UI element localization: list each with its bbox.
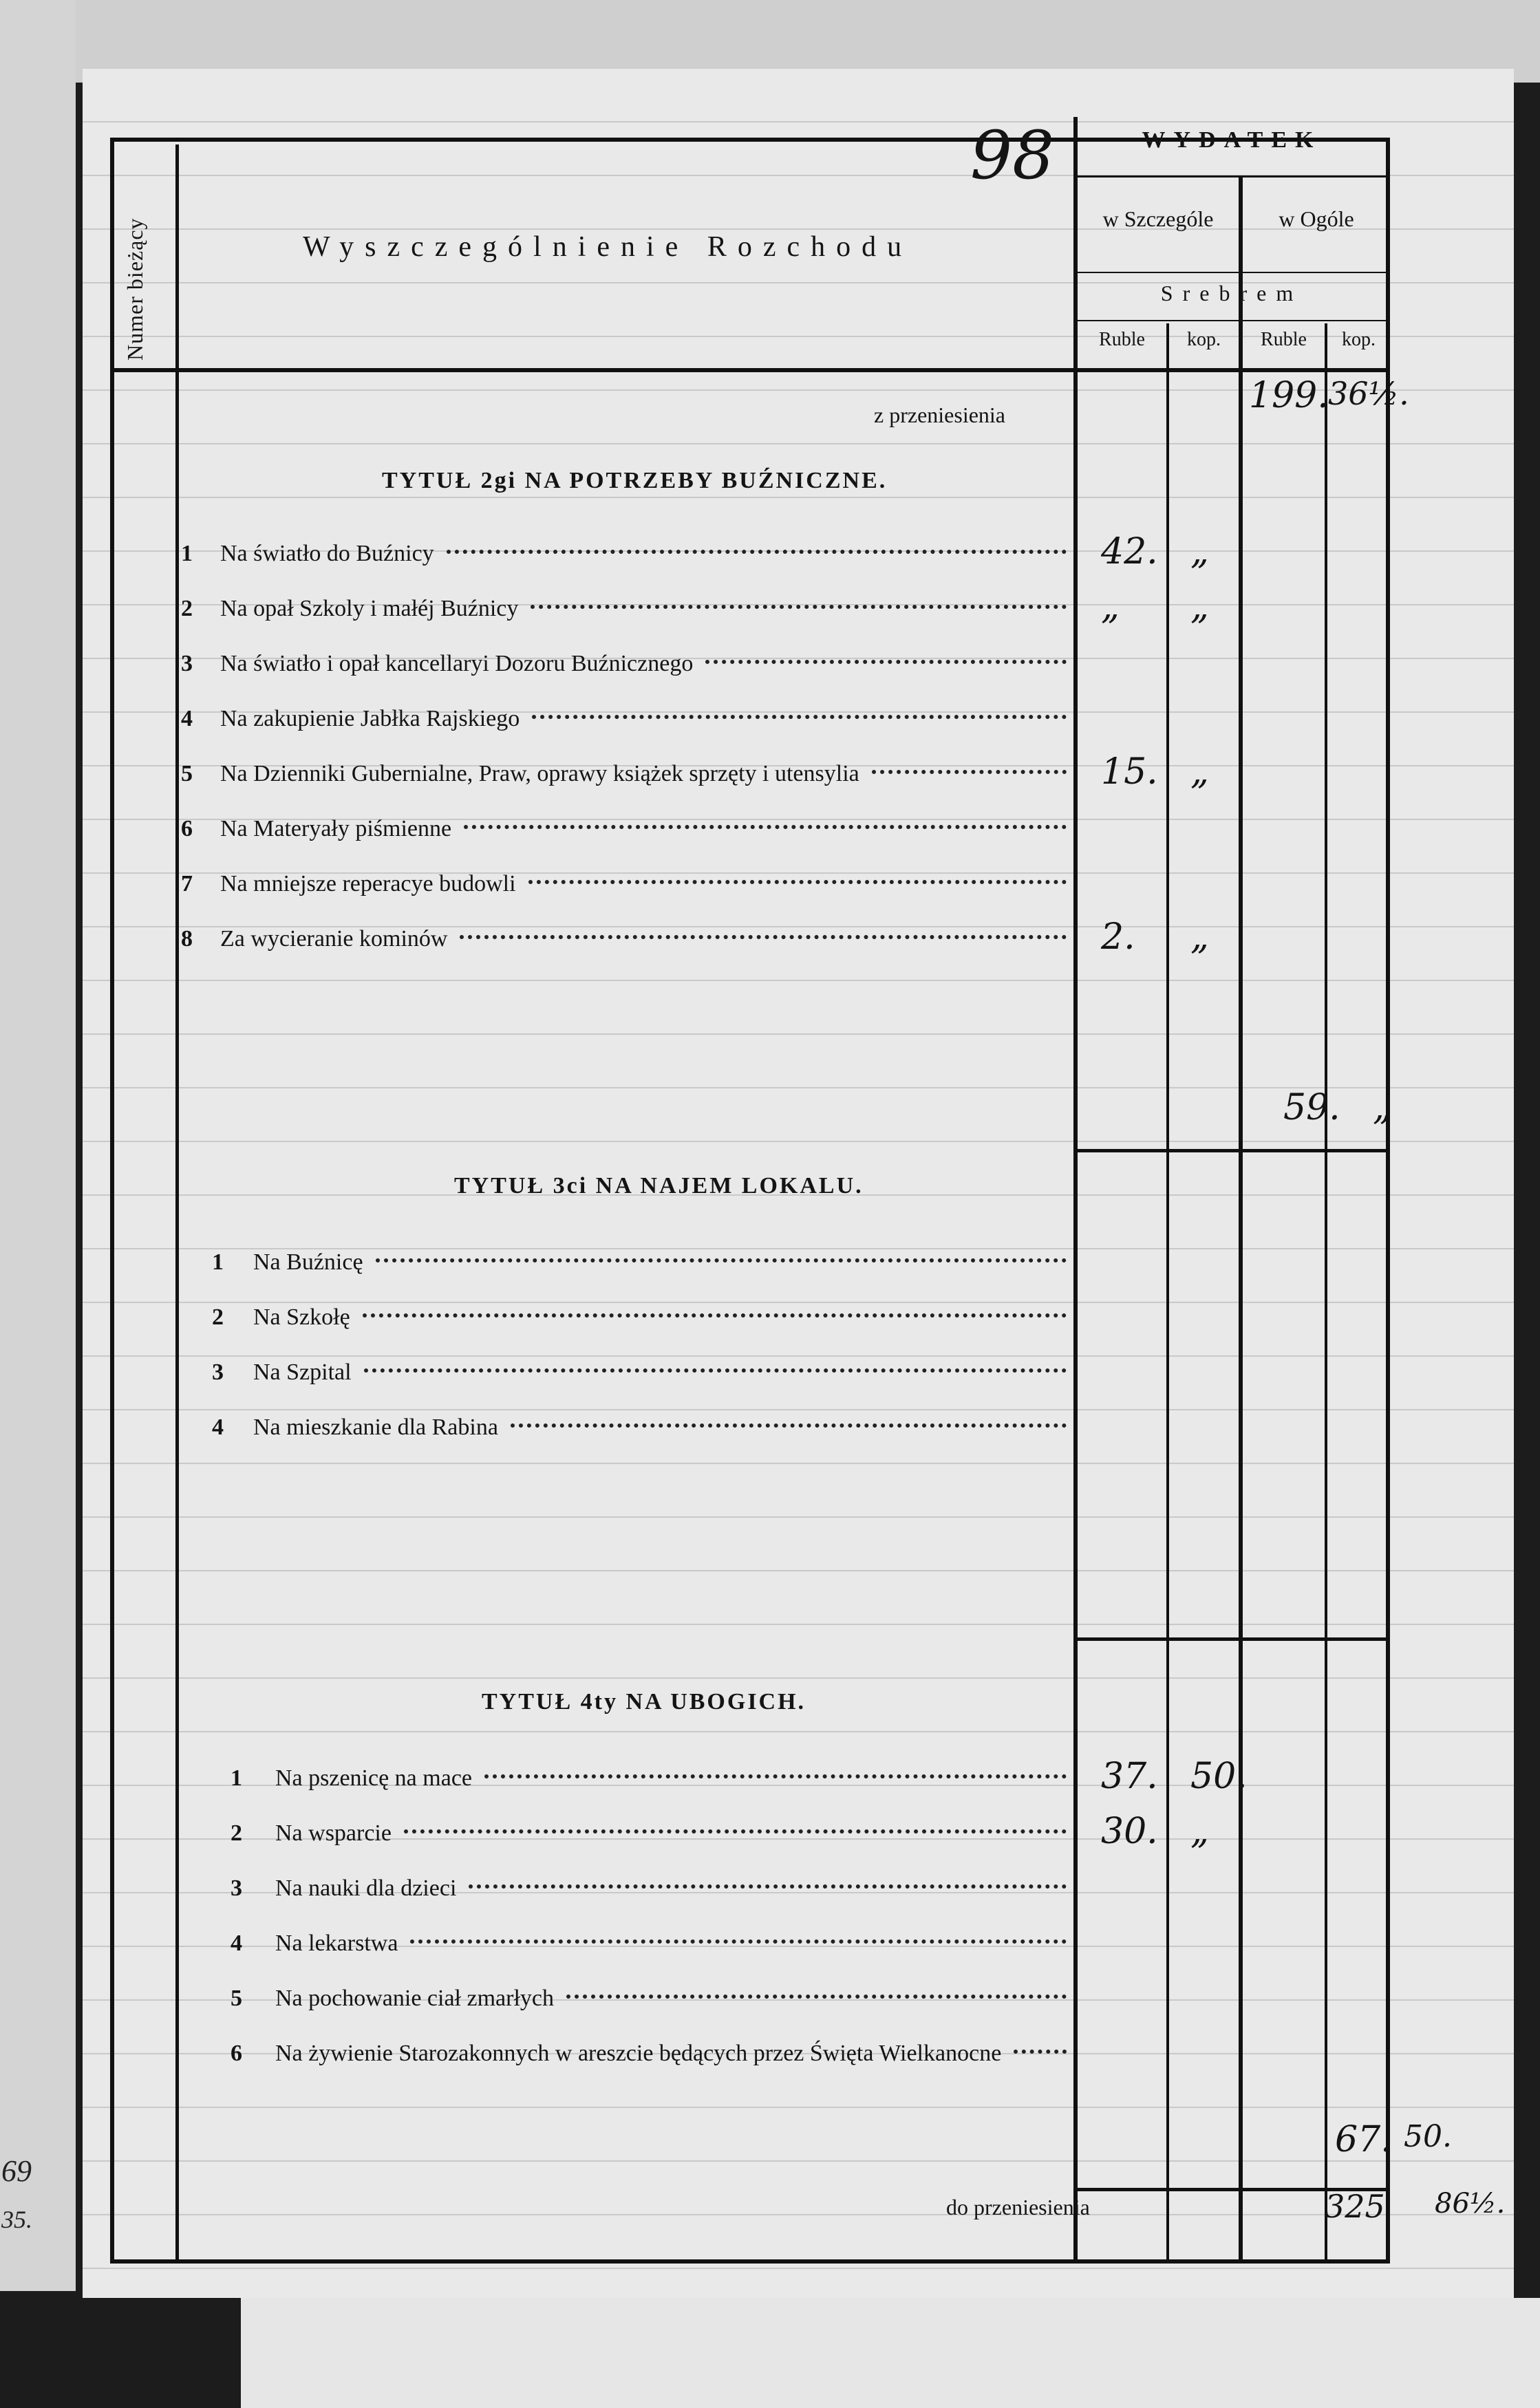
row-kopecks: 50. bbox=[1190, 1756, 1248, 1797]
row-number: 5 bbox=[181, 761, 193, 786]
dot-leader bbox=[410, 1939, 1067, 1944]
row-number: 3 bbox=[181, 651, 193, 676]
row-number: 1 bbox=[181, 541, 193, 566]
carried-forward-kopecks: 36½. bbox=[1328, 375, 1409, 412]
row-number: 3 bbox=[231, 1875, 242, 1901]
section-total-rubles: 67. bbox=[1335, 2119, 1392, 2160]
section-title: TYTUŁ 3ci NA NAJEM LOKALU. bbox=[454, 1173, 864, 1198]
row-number: 7 bbox=[181, 871, 193, 896]
row-number: 8 bbox=[181, 926, 193, 952]
column-rule bbox=[1166, 323, 1169, 2264]
row-label-text: Na Szpital bbox=[253, 1359, 352, 1385]
row-label-text: Na światło do Buźnicy bbox=[220, 541, 434, 566]
section-title: TYTUŁ 4ty NA UBOGICH. bbox=[482, 1689, 806, 1714]
row-label-text: Na opał Szkoly i małéj Buźnicy bbox=[220, 596, 519, 621]
row-label-text: Na Buźnicę bbox=[253, 1249, 363, 1275]
dot-leader bbox=[447, 549, 1067, 554]
row-label-text: Na zakupienie Jabłka Rajskiego bbox=[220, 706, 520, 731]
row-label bbox=[253, 1245, 1067, 1280]
currency-header: Srebrem bbox=[1160, 281, 1303, 305]
row-kopecks: „ bbox=[1190, 751, 1209, 793]
dot-leader bbox=[1014, 2049, 1067, 2054]
row-label bbox=[220, 702, 1067, 736]
row-rubles: 42. bbox=[1101, 531, 1158, 572]
adjacent-page bbox=[0, 0, 76, 2291]
row-label-text: Na mniejsze reperacye budowli bbox=[220, 871, 516, 896]
row-number: 6 bbox=[231, 2041, 242, 2066]
row-label bbox=[253, 1300, 1067, 1335]
header-rule bbox=[1073, 272, 1390, 273]
section-total-kopecks: „ bbox=[1373, 1087, 1391, 1128]
detail-header: w Szczególe bbox=[1102, 206, 1214, 231]
expense-header: WYDATEK bbox=[1142, 127, 1322, 153]
row-label-text: Na żywienie Starozakonnych w areszcie będących przez Święta Wielkanocne bbox=[275, 2041, 1002, 2066]
row-rubles: 2. bbox=[1101, 916, 1135, 958]
carry-over-kopecks: 86½. bbox=[1435, 2188, 1506, 2219]
column-rule bbox=[1073, 117, 1078, 2264]
column-rule bbox=[1239, 175, 1243, 2264]
row-number: 2 bbox=[231, 1820, 242, 1846]
row-label-text: Na pszenicę na mace bbox=[275, 1765, 472, 1791]
row-label bbox=[275, 1871, 1067, 1906]
left-page-value: 69 bbox=[1, 2154, 32, 2188]
description-header: Wyszczególnienie Rozchodu bbox=[303, 231, 913, 263]
dot-leader bbox=[872, 769, 1067, 774]
row-rubles: 30. bbox=[1101, 1811, 1158, 1852]
row-label bbox=[253, 1410, 1067, 1445]
dot-leader bbox=[364, 1368, 1067, 1373]
column-rule bbox=[1325, 323, 1327, 2264]
row-rubles: 37. bbox=[1101, 1756, 1158, 1797]
row-number: 1 bbox=[231, 1765, 242, 1791]
carry-over-label: do przeniesienia bbox=[946, 2195, 1090, 2219]
header-rule bbox=[1073, 320, 1390, 321]
rubles-header: Ruble bbox=[1099, 329, 1145, 350]
section-title: TYTUŁ 2gi NA POTRZEBY BUŹNICZNE. bbox=[382, 468, 888, 493]
carry-over-rubles: 325 bbox=[1325, 2188, 1385, 2225]
row-label bbox=[220, 592, 1067, 626]
column-rule bbox=[175, 144, 179, 2264]
section-total-kopecks: 50. bbox=[1404, 2119, 1452, 2154]
dot-leader bbox=[460, 934, 1067, 939]
row-number: 2 bbox=[181, 596, 193, 621]
row-label bbox=[220, 867, 1067, 901]
row-label-text: Na wsparcie bbox=[275, 1820, 392, 1846]
dot-leader bbox=[511, 1423, 1067, 1428]
row-label bbox=[275, 1761, 1067, 1796]
row-number: 5 bbox=[231, 1986, 242, 2011]
dot-leader bbox=[469, 1884, 1067, 1889]
row-label bbox=[275, 1926, 1067, 1961]
row-number: 2 bbox=[212, 1304, 224, 1330]
row-label-text: Za wycieranie kominów bbox=[220, 926, 448, 952]
carried-forward-rubles: 199. bbox=[1249, 375, 1329, 416]
row-label bbox=[220, 812, 1067, 846]
row-label bbox=[275, 2036, 1067, 2071]
left-page-value: 35. bbox=[1, 2206, 32, 2233]
row-label-text: Na Dzienniki Gubernialne, Praw, oprawy książek sprzęty i utensylia bbox=[220, 761, 859, 786]
row-label-text: Na światło i opał kancellaryi Dozoru Buźnicznego bbox=[220, 651, 694, 676]
rubles-header: Ruble bbox=[1261, 329, 1307, 350]
dot-leader bbox=[484, 1774, 1067, 1778]
dot-leader bbox=[376, 1258, 1067, 1262]
row-label-text: Na pochowanie ciał zmarłych bbox=[275, 1986, 554, 2011]
row-label-text: Na lekarstwa bbox=[275, 1931, 398, 1956]
row-label bbox=[253, 1355, 1067, 1390]
scan-bottom-margin bbox=[241, 2298, 1540, 2408]
row-label-text: Na Szkołę bbox=[253, 1304, 350, 1330]
row-kopecks: „ bbox=[1190, 586, 1209, 627]
dot-leader bbox=[464, 824, 1067, 829]
row-label bbox=[275, 1981, 1067, 2016]
dot-leader bbox=[566, 1994, 1067, 1999]
row-number: 4 bbox=[181, 706, 193, 731]
dot-leader bbox=[705, 659, 1067, 664]
header-rule bbox=[110, 368, 1390, 372]
row-kopecks: „ bbox=[1190, 1811, 1209, 1852]
row-label-text: Na nauki dla dzieci bbox=[275, 1875, 457, 1901]
row-number: 4 bbox=[212, 1415, 224, 1440]
row-label bbox=[275, 1816, 1067, 1851]
row-rubles: 15. bbox=[1101, 751, 1158, 793]
row-kopecks: „ bbox=[1190, 531, 1209, 572]
subtotal-rule bbox=[1073, 1637, 1390, 1641]
total-header: w Ogóle bbox=[1279, 206, 1354, 231]
carried-forward-label: z przeniesienia bbox=[874, 402, 1005, 427]
header-rule bbox=[1073, 175, 1390, 178]
dot-leader bbox=[532, 714, 1067, 719]
row-number-header: Numer bieżący bbox=[122, 217, 147, 361]
subtotal-rule bbox=[1073, 1149, 1390, 1152]
kopecks-header: kop. bbox=[1187, 329, 1221, 350]
row-label bbox=[220, 757, 1067, 791]
dot-leader bbox=[528, 879, 1067, 884]
section-total-rubles: 59. bbox=[1283, 1087, 1340, 1128]
row-label-text: Na mieszkanie dla Rabina bbox=[253, 1415, 498, 1440]
row-number: 6 bbox=[181, 816, 193, 841]
row-label bbox=[220, 537, 1067, 571]
dot-leader bbox=[404, 1829, 1067, 1834]
row-label bbox=[220, 647, 1067, 681]
row-number: 1 bbox=[212, 1249, 224, 1275]
kopecks-header: kop. bbox=[1342, 329, 1376, 350]
row-number: 3 bbox=[212, 1359, 224, 1385]
row-number: 4 bbox=[231, 1931, 242, 1956]
dot-leader bbox=[531, 604, 1067, 609]
page-number: 98 bbox=[970, 117, 1055, 194]
row-rubles: „ bbox=[1101, 586, 1120, 627]
row-label-text: Na Materyały piśmienne bbox=[220, 816, 452, 841]
row-kopecks: „ bbox=[1190, 916, 1209, 958]
row-label bbox=[220, 922, 1067, 956]
dot-leader bbox=[363, 1313, 1067, 1318]
